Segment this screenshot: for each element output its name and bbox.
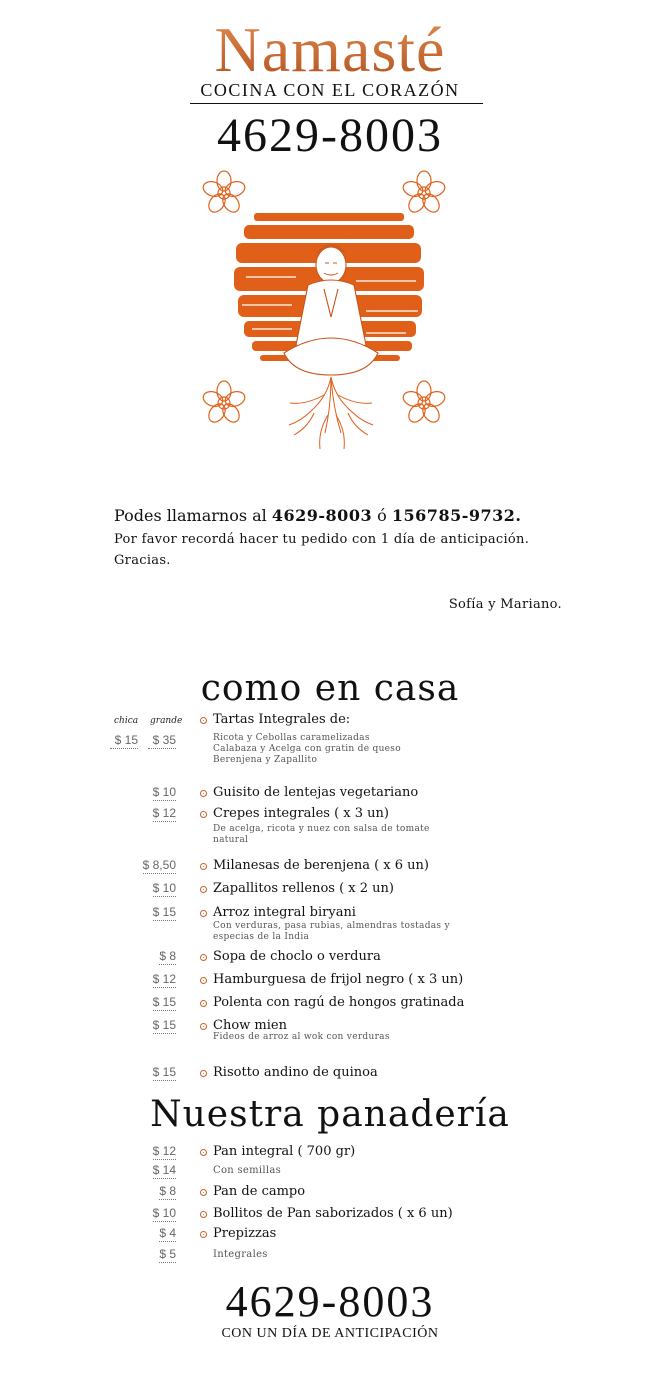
- meditating-buddha-illustration: [196, 165, 466, 465]
- price: $ 14: [152, 1163, 176, 1177]
- column-header-grande: grande: [150, 716, 183, 726]
- description-line: Berenjena y Zapallito: [213, 755, 318, 765]
- bullet-icon: [200, 1000, 207, 1007]
- intro-phone-2: 156785-9732.: [391, 506, 522, 525]
- bullet-icon: [200, 1149, 207, 1156]
- intro-phone-line: [114, 506, 521, 525]
- bullet-icon: [200, 811, 207, 818]
- menu-item-name: Milanesas de berenjena ( x 6 un): [213, 858, 429, 873]
- price: $ 5: [159, 1247, 176, 1261]
- menu-item-name: Tartas Integrales de:: [213, 712, 351, 727]
- menu-item-name: Prepizzas: [213, 1226, 277, 1241]
- price: $ 8: [159, 1184, 176, 1198]
- header-phone: 4629-8003: [217, 109, 443, 162]
- price: $ 10: [152, 881, 176, 895]
- tagline-divider: [190, 103, 483, 104]
- bullet-icon: [200, 954, 207, 961]
- price: $ 15: [152, 995, 176, 1009]
- bullet-icon: [200, 790, 207, 797]
- menu-item-description: [213, 921, 450, 943]
- menu-item-name: Bollitos de Pan saborizados ( x 6 un): [213, 1206, 453, 1221]
- menu-item-description: [213, 733, 401, 766]
- intro-prefix: Podes llamarnos al: [114, 506, 267, 525]
- price: $ 10: [152, 785, 176, 799]
- menu-item-name: Crepes integrales ( x 3 un): [213, 806, 389, 821]
- description-line: Fideos de arroz al wok con verduras: [213, 1032, 390, 1042]
- section-title-como-en-casa: como en casa: [200, 668, 460, 709]
- bullet-icon: [200, 717, 207, 724]
- price: $ 8: [159, 949, 176, 963]
- bullet-icon: [200, 1023, 207, 1030]
- signature: Sofía y Mariano.: [448, 597, 562, 612]
- description-line: Ricota y Cebollas caramelizadas: [213, 733, 370, 743]
- price: $ 12: [152, 806, 176, 820]
- menu-item-name: Chow mien: [213, 1018, 287, 1033]
- menu-item-name: Zapallitos rellenos ( x 2 un): [213, 881, 394, 896]
- intro-or: ó: [377, 506, 387, 525]
- price: $ 12: [152, 972, 176, 986]
- footer-note: CON UN DÍA DE ANTICIPACIÓN: [221, 1326, 439, 1341]
- bullet-icon: [200, 1211, 207, 1218]
- description-line: Con verduras, pasa rubias, almendras tostadas y: [213, 921, 450, 931]
- bullet-icon: [200, 910, 207, 917]
- price: $ 15: [152, 1018, 176, 1032]
- section-title-panaderia: Nuestra panadería: [150, 1094, 510, 1135]
- bullet-icon: [200, 977, 207, 984]
- tagline: COCINA CON EL CORAZÓN: [200, 80, 460, 100]
- bullet-icon: [200, 886, 207, 893]
- column-header-chica: chica: [114, 716, 139, 726]
- bullet-icon: [200, 1189, 207, 1196]
- intro-reminder: Por favor recordá hacer tu pedido con 1 día de anticipación.: [114, 532, 530, 547]
- menu-item-name: Guisito de lentejas vegetariano: [213, 785, 419, 800]
- bullet-icon: [200, 1231, 207, 1238]
- menu-item-name: Arroz integral biryani: [213, 905, 356, 920]
- price-grande: $ 35: [148, 733, 176, 749]
- description-line: natural: [213, 835, 249, 845]
- menu-item-name: Hamburguesa de frijol negro ( x 3 un): [213, 972, 464, 987]
- price: $ 8,50: [142, 858, 176, 872]
- description-line: especias de la India: [213, 932, 310, 942]
- menu-item-name: Risotto andino de quinoa: [213, 1065, 378, 1080]
- price: $ 10: [152, 1206, 176, 1220]
- description-line: De acelga, ricota y nuez con salsa de tomate: [213, 824, 430, 834]
- menu-item-name: Pan de campo: [213, 1184, 306, 1199]
- menu-item-name: Sopa de choclo o verdura: [213, 949, 381, 964]
- menu-item-name: Pan integral ( 700 gr): [213, 1144, 356, 1159]
- brand-logo: Namasté: [0, 18, 660, 82]
- description-line: Calabaza y Acelga con gratin de queso: [213, 744, 401, 754]
- price-chica: $ 15: [110, 733, 138, 749]
- price: $ 12: [152, 1144, 176, 1158]
- price: $ 15: [152, 1065, 176, 1079]
- intro-thanks: Gracias.: [114, 553, 171, 568]
- bullet-icon: [200, 1070, 207, 1077]
- menu-item-description: [213, 824, 430, 846]
- menu-item-variant: Con semillas: [213, 1165, 282, 1176]
- price: $ 15: [152, 905, 176, 919]
- price: $ 4: [159, 1226, 176, 1240]
- bullet-icon: [200, 863, 207, 870]
- menu-item-description: [213, 1032, 390, 1043]
- footer-phone: 4629-8003: [225, 1277, 435, 1326]
- intro-phone-1: 4629-8003: [271, 506, 373, 525]
- menu-item-name: Polenta con ragú de hongos gratinada: [213, 995, 465, 1010]
- menu-item-variant: Integrales: [213, 1249, 268, 1260]
